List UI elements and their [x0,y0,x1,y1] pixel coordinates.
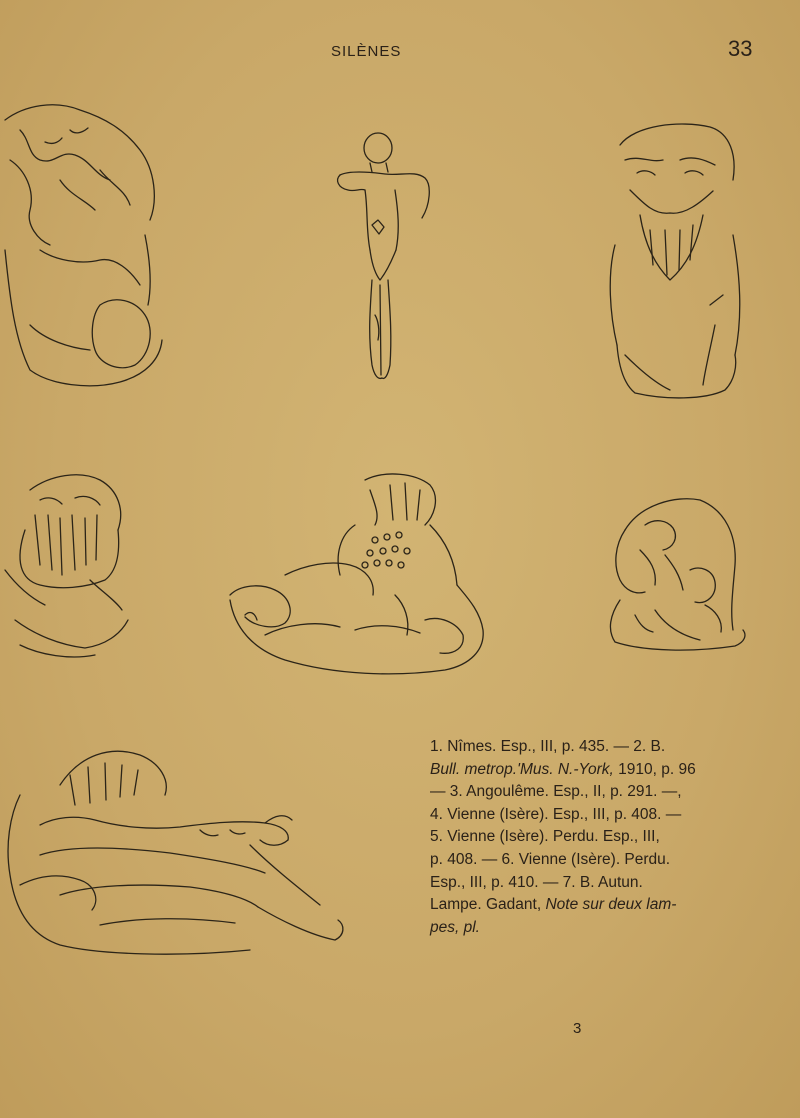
running-head: SILÈNES [331,43,402,60]
figure-caption [430,736,770,939]
caption-journal-title: Bull. metrop.'Mus. N.-York, [430,760,614,778]
caption-line-4: 4. Vienne (Isère). Esp., III, p. 408. — [430,805,682,823]
caption-lamp-author: Lampe. Gadant, [430,896,546,914]
figure-1-bust-fragment [0,100,170,400]
caption-note-title-end: pes, pl. [430,918,480,936]
figure-7-lamp-reclining-figure [0,735,350,960]
caption-line-7: Esp., III, p. 410. — 7. B. Autun. [430,873,643,891]
caption-line-9 [430,917,770,940]
caption-note-title: Note sur deux lam- [545,896,677,914]
figure-4-bearded-head-fragment [0,470,135,665]
caption-line-5: 5. Vienne (Isère). Perdu. Esp., III, [430,828,660,846]
caption-line-8 [430,894,770,917]
figure-6-crouching-figure [595,490,750,655]
figure-2-standing-figure [330,130,440,385]
figure-3-bearded-bust [595,115,750,410]
caption-line-6: p. 408. — 6. Vienne (Isère). Perdu. [430,850,671,868]
caption-line-3: — 3. Angoulême. Esp., II, p. 291. —, [430,783,682,801]
figure-5-reclining-silenus [225,465,490,680]
caption-journal-year: 1910, p. 96 [613,760,696,778]
plate-number: 3 [573,1020,582,1037]
caption-line-2 [430,759,770,782]
caption-line-1: 1. Nîmes. Esp., III, p. 435. — 2. B. [430,738,666,755]
page-number: 33 [728,36,753,61]
